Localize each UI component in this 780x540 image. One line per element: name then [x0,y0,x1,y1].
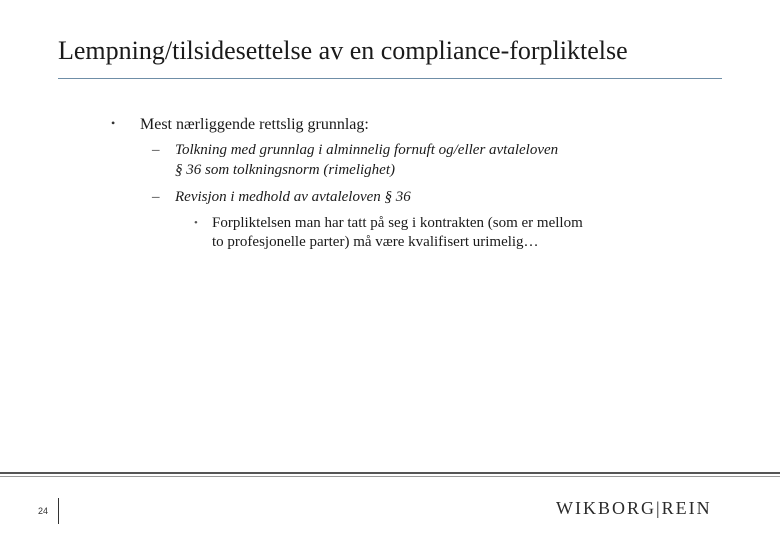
bullet-level2-item: Revisjon i medhold av avtaleloven § 36 [175,189,411,205]
dash-marker: – [152,189,160,205]
company-logo: WIKBORG|REIN [556,498,712,518]
bullet-level3: Forpliktelsen man har tatt på seg i kontrakten (som er mellom to profesjonelle parter) må være kvalifisert urimelig… [212,215,583,250]
page-number: 24 [38,506,49,516]
footer-divider-thin [0,476,780,477]
dash-marker: – [152,142,160,158]
bullet-level2-item: Tolkning med grunnlag i alminnelig fornuft og/eller avtaleloven § 36 som tolkningsnorm (rimelighet) [175,142,559,178]
page-number-separator [58,498,59,524]
title-divider [58,78,722,79]
footer-divider [0,472,780,474]
bullet-marker: • [194,217,198,229]
slide-title: Lempning/tilsidesettelse av en compliance-forpliktelse [58,36,628,65]
bullet-marker: • [111,116,116,130]
bullet-level1: Mest nærliggende rettslig grunnlag: [140,116,369,133]
